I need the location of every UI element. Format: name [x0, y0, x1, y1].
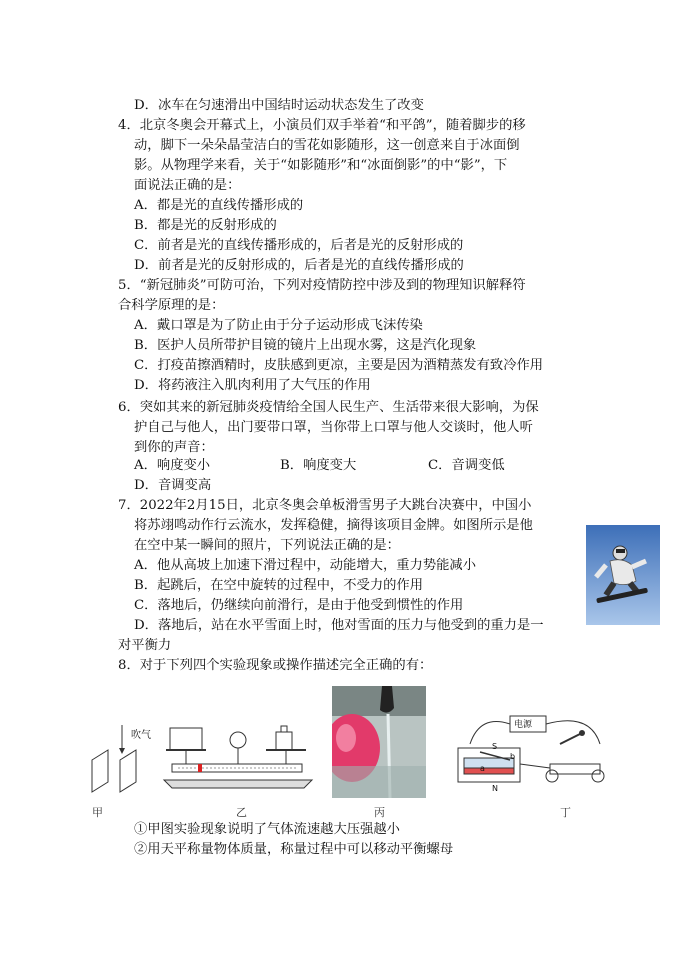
q3-option-d: D．冰车在匀速滑出中国结时运动状态发生了改变 [134, 98, 424, 113]
s-pole-label: S [492, 742, 498, 751]
q7-option-b: B．起跳后，在空中旋转的过程中，不受力的作用 [134, 578, 424, 593]
figure-ding-circuit [440, 704, 610, 808]
q7-stem-2: 将苏翊鸣动作行云流水，发挥稳健，摘得该项目金牌。如图所示是他 [134, 518, 533, 533]
b-label: b [510, 752, 516, 761]
q7-option-d-cont: 对平衡力 [118, 638, 172, 653]
q5-stem-1: 5．“新冠肺炎”可防可治，下列对疫情防控中涉及到的物理知识解释符 [118, 278, 526, 293]
q6-stem-1: 6．突如其来的新冠肺炎疫情给全国人民生产、生活带来很大影响，为保 [118, 400, 539, 415]
figure-label-jia: 甲 [92, 806, 103, 819]
q4-option-d: D．前者是光的反射形成的，后者是光的直线传播形成的 [134, 258, 464, 273]
q5-option-b: B．医护人员所带护目镜的镜片上出现水雾，这是汽化现象 [134, 338, 477, 353]
q5-option-d: D．将药液注入肌肉利用了大气压的作用 [134, 378, 371, 393]
q6-option-b: B．响度变大 [280, 458, 357, 473]
q7-option-d: D．落地后，站在水平雪面上时，他对雪面的压力与他受到的重力是一 [134, 618, 544, 633]
q6-stem-3: 到你的声音： [134, 440, 214, 455]
q5-option-c: C．打疫苗擦酒精时，皮肤感到更凉，主要是因为酒精蒸发有致冷作用 [134, 358, 544, 373]
figure-yi-balance [158, 718, 318, 802]
q7-stem-3: 在空中某一瞬间的照片，下列说法正确的是： [134, 538, 400, 553]
q6-option-c: C．音调变低 [428, 458, 505, 473]
q4-stem-3: 影。从物理学来看，关于“如影随形”和“冰面倒影”的中“影”，下 [134, 158, 508, 173]
q5-stem-2: 合科学原理的是： [118, 298, 225, 313]
q7-option-c: C．落地后，仍继续向前滑行，是由于他受到惯性的作用 [134, 598, 464, 613]
figure-label-ding: 丁 [560, 806, 571, 819]
q6-option-a: A．响度变小 [134, 458, 211, 473]
q4-option-b: B．都是光的反射形成的 [134, 218, 277, 233]
blow-label: 吹气 [131, 730, 151, 741]
q7-option-a: A．他从高坡上加速下滑过程中，动能增大，重力势能减小 [134, 558, 477, 573]
q6-option-d: D．音调变高 [134, 478, 212, 493]
q4-stem-1: 4．北京冬奥会开幕式上，小演员们双手举着“和平鸽”，随着脚步的移 [118, 118, 526, 133]
q4-option-a: A．都是光的直线传播形成的 [134, 198, 304, 213]
figure-label-yi: 乙 [236, 806, 247, 819]
a-label: a [480, 764, 485, 773]
q5-option-a: A．戴口罩是为了防止由于分子运动形成飞沫传染 [134, 318, 423, 333]
q6-stem-2: 护自己与他人，出门要带口罩，当你带上口罩与他人交谈时，他人听 [134, 420, 533, 435]
snowboarder-photo [586, 525, 660, 625]
power-label: 电源 [514, 720, 533, 730]
q8-item-1: ①甲图实验现象说明了气体流速越大压强越小 [134, 822, 400, 837]
q4-stem-4: 面说法正确的是： [134, 178, 241, 193]
figure-label-bing: 丙 [374, 806, 385, 819]
q8-item-2: ②用天平称量物体质量，称量过程中可以移动平衡螺母 [134, 842, 454, 857]
q4-stem-2: 动，脚下一朵朵晶莹洁白的雪花如影随形，这一创意来自于冰面倒 [134, 138, 520, 153]
figure-jia [82, 720, 162, 804]
n-pole-label: N [492, 784, 498, 793]
q7-stem-1: 7．2022年2月15日，北京冬奥会单板滑雪男子大跳台决赛中，中国小 [118, 498, 532, 513]
q4-option-c: C．前者是光的直线传播形成的，后者是光的反射形成的 [134, 238, 464, 253]
figure-bing-photo [332, 686, 426, 798]
q8-stem: 8．对于下列四个实验现象或操作描述完全正确的有： [118, 658, 433, 673]
